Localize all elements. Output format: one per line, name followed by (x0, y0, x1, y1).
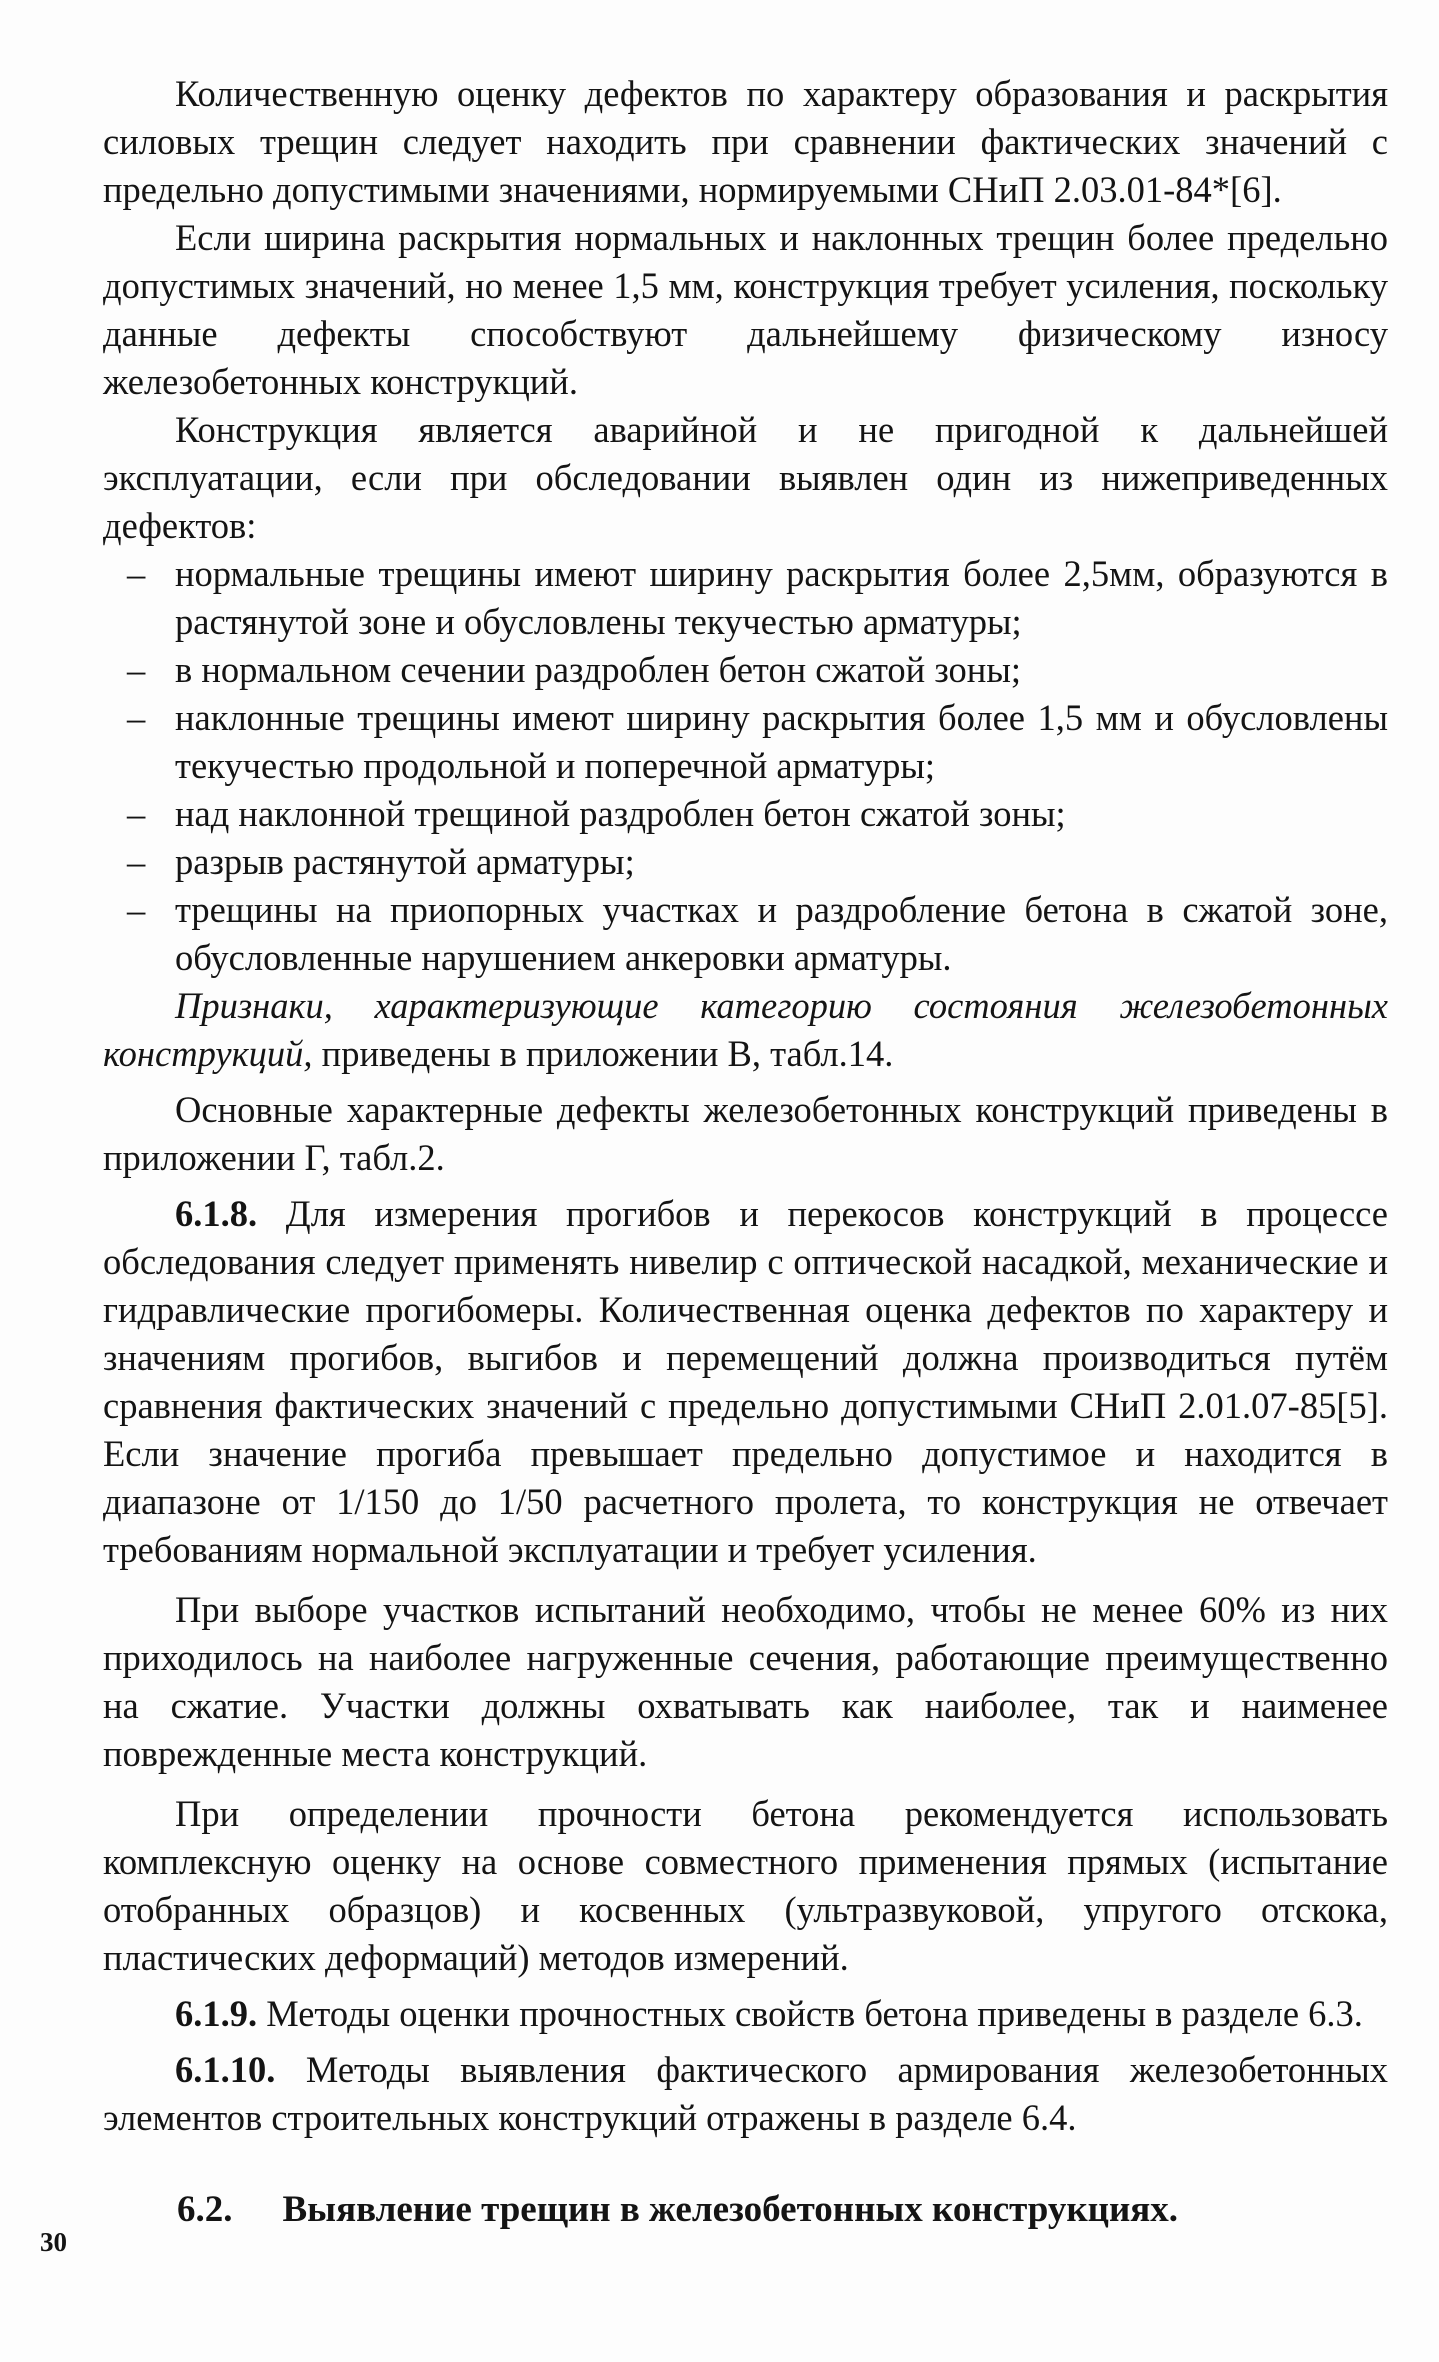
clause-number: 6.1.8. (175, 1193, 258, 1234)
paragraph-quantitative-assessment: Количественную оценку дефектов по характеру образования и раскрытия силовых трещин следует находить при сравнении фактических значений с предельно допустимыми значениями, нормируемыми СНиП 2.03.01-84*[6]. (103, 73, 1388, 210)
paragraph-test-sites: При выборе участков испытаний необходимо, чтобы не менее 60% из них приходилось на наиболее нагруженные сечения, работающие преимущественно на сжатие. Участки должны охватывать как наиболее, так и наименее поврежденные места конструкций. (103, 1589, 1388, 1774)
clause-number: 6.1.10. (175, 2049, 276, 2090)
paragraph-state-signs (103, 982, 1388, 1078)
list-item-text: над наклонной трещиной раздроблен бетон сжатой зоны; (175, 793, 1066, 834)
state-signs-rest: приведены в приложении В, табл.14. (312, 1033, 894, 1074)
list-dash: – (127, 553, 146, 594)
list-item-text: наклонные трещины имеют ширину раскрытия более 1,5 мм и обусловлены текучестью продольной и поперечной арматуры; (175, 697, 1388, 786)
clause-number: 6.1.9. (175, 1993, 258, 2034)
defects-list (103, 550, 1388, 982)
paragraph-main-defects: Основные характерные дефекты железобетонных конструкций приведены в приложении Г, табл.2. (103, 1089, 1388, 1178)
list-dash: – (127, 889, 146, 930)
section-title: Выявление трещин в железобетонных конструкциях. (282, 2189, 1179, 2230)
list-dash: – (127, 649, 146, 690)
paragraph-crack-width: Если ширина раскрытия нормальных и наклонных трещин более предельно допустимых значений, но менее 1,5 мм, конструкция требует усиления, поскольку данные дефекты способствуют дальнейшему физическому износу железобетонных конструкций. (103, 217, 1388, 402)
paragraph-clause-6-1-9 (103, 1990, 1388, 2038)
paragraph-concrete-strength: При определении прочности бетона рекомендуется использовать комплексную оценку на основе совместного применения прямых (испытание отобранных образцов) и косвенных (ультразвуковой, упругого отскока, пластических деформаций) методов измерений. (103, 1793, 1388, 1978)
list-item-text: трещины на приопорных участках и раздробление бетона в сжатой зоне, обусловленные нарушением анкеровки арматуры. (175, 889, 1388, 978)
list-item (103, 790, 1388, 838)
list-item (103, 886, 1388, 982)
list-dash: – (127, 697, 146, 738)
list-item-text: в нормальном сечении раздроблен бетон сжатой зоны; (175, 649, 1021, 690)
list-item (103, 838, 1388, 886)
clause-text: Для измерения прогибов и перекосов конструкций в процессе обследования следует применять нивелир с оптической насадкой, механические и гидравлические прогибомеры. Количественная оценка дефектов по характеру и значениям прогибов, выгибов и перемещений должна производиться путём сравнения фактических значений с предельно допустимыми СНиП 2.01.07-85[5]. Если значение прогиба превышает предельно допустимое и находится в диапазоне от 1/150 до 1/50 расчетного пролета, то конструкция не отвечает требованиям нормальной эксплуатации и требует усиления. (103, 1193, 1388, 1570)
list-item (103, 694, 1388, 790)
list-item-text: разрыв растянутой арматуры; (175, 841, 635, 882)
list-item (103, 646, 1388, 694)
paragraph-clause-6-1-10 (103, 2046, 1388, 2142)
page-body (103, 70, 1388, 2234)
list-dash: – (127, 841, 146, 882)
paragraph-clause-6-1-8 (103, 1190, 1388, 1574)
state-signs-italic: Признаки, характеризующие категорию состояния железобетонных конструкций, (103, 985, 1388, 1074)
section-number: 6.2. (177, 2189, 233, 2230)
clause-text: Методы выявления фактического армирования железобетонных элементов строительных конструкций отражены в разделе 6.4. (103, 2049, 1388, 2138)
list-item (103, 550, 1388, 646)
list-item-text: нормальные трещины имеют ширину раскрытия более 2,5мм, образуются в растянутой зоне и обусловлены текучестью арматуры; (175, 553, 1388, 642)
page-number: 30 (40, 2227, 67, 2257)
section-heading (103, 2186, 1388, 2234)
list-dash: – (127, 793, 146, 834)
paragraph-emergency-condition: Конструкция является аварийной и не пригодной к дальнейшей эксплуатации, если при обследовании выявлен один из нижеприведенных дефектов: (103, 409, 1388, 546)
clause-text: Методы оценки прочностных свойств бетона приведены в разделе 6.3. (257, 1993, 1363, 2034)
